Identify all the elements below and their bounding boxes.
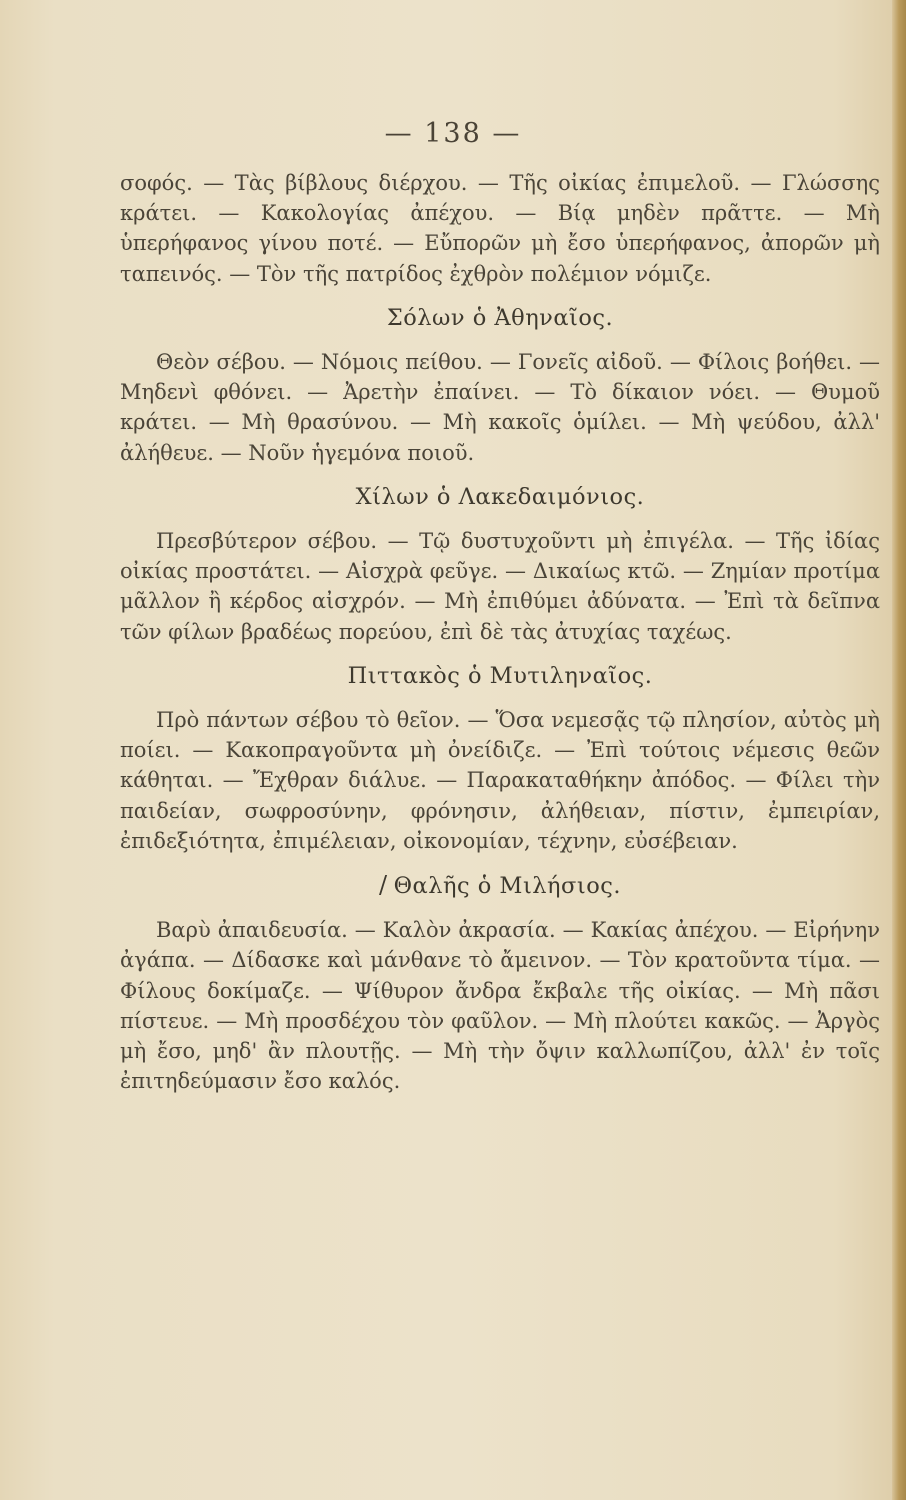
section-heading-chilon: Χίλων ὁ Λακεδαιμόνιος. <box>355 483 645 510</box>
page-number: — 138 — <box>384 118 522 149</box>
section-paragraph-thales: Βαρὺ ἀπαιδευσία. — Καλὸν ἀκρασία. — Κακίας ἀπέχου. — Εἰρήνην ἀγάπα. — Δίδασκε καὶ μάνθανε τὸ ἄμεινον. — Τὸν κρατοῦντα τίμα. — Φίλους δοκίμαζε. — Ψίθυρον ἄνδρα ἔκβαλε τῆς οἰκίας. — Μὴ πᾶσι πίστευε. — Μὴ προσδέχου τὸν φαῦλον. — Μὴ πλούτει κακῶς. — Ἀργὸς μὴ ἔσο, μηδ' ἂν πλουτῇς. — Μὴ τὴν ὄψιν καλλωπίζου, ἀλλ' ἐν τοῖς ἐπιτηδεύμασιν ἔσο καλός. <box>120 918 880 1094</box>
section-heading-solon: Σόλων ὁ Ἀθηναῖος. <box>386 304 614 331</box>
section-paragraph-pittacus: Πρὸ πάντων σέβου τὸ θεῖον. — Ὅσα νεμεσᾷς τῷ πλησίον, αὐτὸς μὴ ποίει. — Κακοπραγοῦντα μὴ ὀνείδιζε. — Ἐπὶ τούτοις νέμεσις θεῶν κάθηται. — Ἔχθραν διάλυε. — Παρακαταθήκην ἀπόδος. — Φίλει τὴν παιδείαν, σωφροσύνην, φρόνησιν, ἀλήθειαν, πίστιν, ἐμπειρίαν, ἐπιδεξιότητα, ἐπιμέλειαν, οἰκονομίαν, τέχνην, εὐσέβειαν. <box>120 708 880 853</box>
section-heading-pittacus: Πιττακὸς ὁ Μυτιληναῖος. <box>347 662 653 689</box>
opening-paragraph: σοφός. — Τὰς βίβλους διέρχου. — Τῆς οἰκίας ἐπιμελοῦ. — Γλώσσης κράτει. — Κακολογίας ἀπέχου. — Βίᾳ μηδὲν πρᾶττε. — Μὴ ὑπερήφανος γίνου ποτέ. — Εὔπορῶν μὴ ἔσο ὑπερήφανος, ἀπορῶν μὴ ταπεινός. — Τὸν τῆς πατρίδος ἐχθρὸν πολέμιον νόμιζε. <box>120 171 880 286</box>
section-heading-thales: Θαλῆς ὁ Μιλήσιος. <box>393 873 621 900</box>
section-paragraph-chilon: Πρεσβύτερον σέβου. — Τῷ δυστυχοῦντι μὴ ἐπιγέλα. — Τῆς ἰδίας οἰκίας προστάτει. — Αἰσχρὰ φεῦγε. — Δικαίως κτῶ. — Ζημίαν προτίμα μᾶλλον ἢ κέρδος αἰσχρόν. — Μὴ ἐπιθύμει ἀδύνατα. — Ἐπὶ τὰ δεῖπνα τῶν φίλων βραδέως πορεύου, ἐπὶ δὲ τὰς ἀτυχίας ταχέως. <box>120 529 880 644</box>
page-spine-edge <box>892 0 906 1500</box>
section-heading-thales-wrapper <box>120 870 880 901</box>
section-paragraph-solon: Θεὸν σέβου. — Νόμοις πείθου. — Γονεῖς αἰδοῦ. — Φίλοις βοήθει. — Μηδενὶ φθόνει. — Ἀρετὴν ἐπαίνει. — Τὸ δίκαιον νόει. — Θυμοῦ κράτει. — Μὴ θρασύνου. — Μὴ κακοῖς ὁμίλει. — Μὴ ψεύδου, ἀλλ' ἀλήθευε. — Νοῦν ἡγεμόνα ποιοῦ. <box>120 350 880 465</box>
handwritten-slash-mark: / <box>378 871 388 900</box>
page-text <box>120 168 880 1096</box>
